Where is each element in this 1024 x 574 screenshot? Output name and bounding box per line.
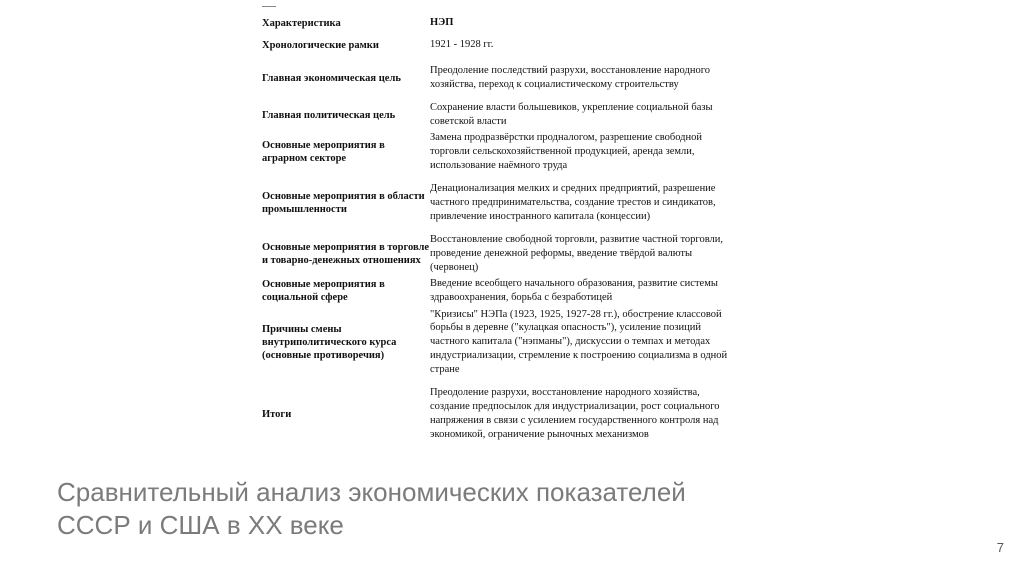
- row-value: Введение всеобщего начального образования, развитие системы здравоохранения, борьба с безработицей: [430, 278, 718, 303]
- row-value: Преодоление разрухи, восстановление народного хозяйства, создание предпосылок для индустриализации, рост социального напряжения в связи с усилением государственного контроля над экономикой, ограничение рыночных механизмов: [430, 387, 720, 440]
- table-row: [262, 306, 742, 378]
- row-value: Восстановление свободной торговли, развитие частной торговли, проведение денежной реформы, введение твёрдой валюты (червонец): [430, 234, 724, 273]
- table-row: [262, 276, 742, 306]
- row-label: Хронологические рамки: [262, 39, 379, 51]
- row-label: Главная экономическая цель: [262, 72, 401, 84]
- table-row: [262, 34, 742, 56]
- row-value: Преодоление последствий разрухи, восстановление народного хозяйства, переход к социалистическому строительству: [430, 65, 711, 90]
- row-label: Основные мероприятия в социальной сфере: [262, 279, 385, 303]
- slide-caption: Сравнительный анализ экономических показателей СССР и США в ХХ веке: [57, 477, 686, 540]
- row-value: Замена продразвёрстки продналогом, разрешение свободной торговли сельскохозяйственной продукцией, аренда земли, использование наёмного труда: [430, 132, 702, 171]
- nep-characteristics-table: [262, 12, 742, 450]
- row-label: Основные мероприятия в области промышленности: [262, 191, 425, 215]
- table-row: [262, 174, 742, 232]
- header-characteristic: Характеристика: [262, 17, 341, 29]
- table-row: [262, 100, 742, 130]
- row-label: Основные мероприятия в торговле и товарно-денежных отношениях: [262, 242, 430, 266]
- row-label: Основные мероприятия в аграрном секторе: [262, 140, 385, 164]
- row-value: Сохранение власти большевиков, укрепление социальной базы советской власти: [430, 102, 713, 127]
- table-row: [262, 232, 742, 276]
- header-nep: НЭП: [430, 17, 454, 29]
- row-value: Денационализация мелких и средних предприятий, разрешение частного предпринимательства, создание трестов и синдикатов, привлечение иностранного капитала (концессии): [430, 183, 716, 222]
- row-label: Главная политическая цель: [262, 109, 396, 121]
- table-header-row: [262, 12, 742, 34]
- table-row: [262, 378, 742, 450]
- row-value: "Кризисы" НЭПа (1923, 1925, 1927-28 гг.), обострение классовой борьбы в деревне ("кулацкая опасность"), усиление позиций частного капитала ("нэпманы"), дискуссии о темпах и методах индустриализации, стремление к построению социализма в одной стране: [430, 308, 728, 375]
- table-row: [262, 56, 742, 100]
- top-rule-mark: [262, 6, 276, 7]
- row-label: Итоги: [262, 408, 292, 420]
- page-number: 7: [996, 540, 1004, 555]
- row-label: Причины смены внутриполитического курса (основные противоречия): [262, 323, 397, 361]
- row-value: 1921 - 1928 гг.: [430, 39, 494, 51]
- table-row: [262, 130, 742, 174]
